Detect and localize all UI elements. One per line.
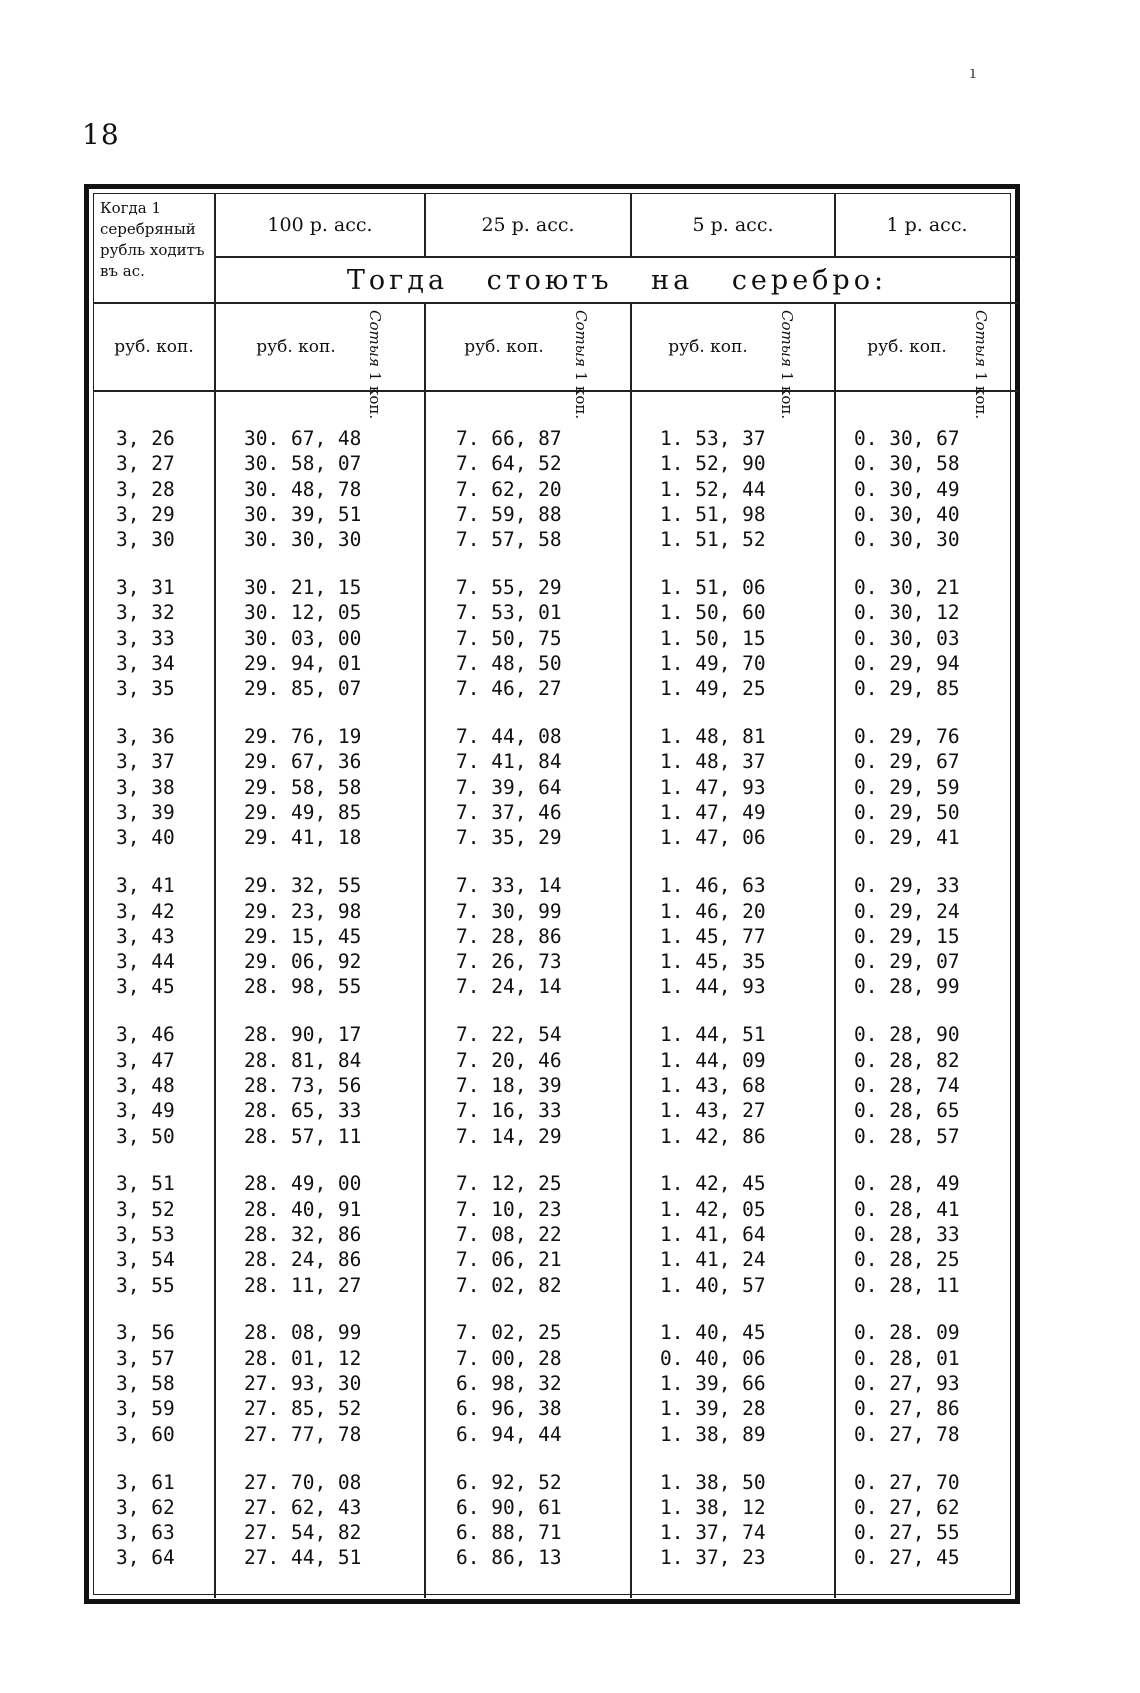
value-5-cell: 1. 41, 64 [660,1222,766,1246]
value-1-cell: 0. 29, 76 [854,725,960,749]
value-5-cell: 1. 50, 60 [660,601,766,625]
value-5-cell: 1. 43, 68 [660,1073,766,1097]
value-5-cell: 1. 52, 90 [660,452,766,476]
value-100-cell: 29. 41, 18 [244,826,362,850]
value-1-cell: 0. 28, 41 [854,1197,960,1221]
value-25-cell: 6. 90, 61 [456,1495,562,1519]
rate-cell: 3, 58 [116,1372,175,1396]
header-banner: Тогда стоютъ на серебро: [346,264,888,296]
value-25-cell: 7. 28, 86 [456,924,562,948]
row-divider [94,390,1018,392]
value-5-cell: 1. 42, 86 [660,1124,766,1148]
value-1-cell: 0. 28, 01 [854,1346,960,1370]
subheader-rub-kop: руб. коп. [668,337,748,357]
rate-cell: 3, 49 [116,1099,175,1123]
group-gap [244,552,361,575]
value-100-cell: 28. 08, 99 [244,1321,362,1345]
rate-cell: 3, 61 [116,1470,175,1494]
value-100-cell: 28. 73, 56 [244,1073,362,1097]
value-100-cell: 29. 76, 19 [244,725,362,749]
page-number: 18 [82,118,120,151]
group-gap [660,1000,766,1023]
rate-cell: 3, 26 [116,427,175,450]
group-gap [456,552,562,575]
value-25-cell: 7. 62, 20 [456,477,562,501]
rate-cell: 3, 53 [116,1222,175,1246]
group-gap [660,1298,766,1321]
rate-cell: 3, 45 [116,975,175,999]
margin-mark: ı [970,62,976,83]
value-1-cell: 0. 29, 15 [854,924,960,948]
value-25-cell: 7. 06, 21 [456,1248,562,1272]
value-5-cell: 1. 52, 44 [660,477,766,501]
group-gap [456,1000,562,1023]
rate-cell: 3, 42 [116,899,175,923]
value-100-cell: 27. 85, 52 [244,1397,362,1421]
value-1-cell: 0. 30, 58 [854,452,960,476]
value-1-cell: 0. 30, 67 [854,427,960,450]
value-5-cell: 1. 44, 93 [660,975,766,999]
value-100-cell: 28. 90, 17 [244,1023,362,1047]
value-5-cell: 1. 47, 06 [660,826,766,850]
value-25-cell: 7. 37, 46 [456,801,562,825]
value-25-cell: 7. 48, 50 [456,651,562,675]
rate-cell: 3, 27 [116,452,175,476]
value-5-cell: 1. 51, 52 [660,528,766,552]
value-5-cell: 1. 51, 06 [660,576,766,600]
value-1-cell: 0. 30, 40 [854,502,960,526]
value-100-cell: 28. 65, 33 [244,1099,362,1123]
subheader-sotye: Сотыя 1 коп. [972,310,990,420]
value-5-cell: 1. 47, 93 [660,775,766,799]
value-1-column [854,426,960,1571]
value-100-cell: 30. 30, 30 [244,528,362,552]
value-1-cell: 0. 30, 30 [854,528,960,552]
header-25-rub: 25 р. асс. [481,214,575,236]
value-100-cell: 30. 58, 07 [244,452,362,476]
value-1-cell: 0. 29, 94 [854,651,960,675]
value-100-cell: 27. 93, 30 [244,1372,362,1396]
value-100-cell: 28. 32, 86 [244,1222,362,1246]
value-1-cell: 0. 29, 41 [854,826,960,850]
subheader-rub-kop: руб. коп. [464,337,544,357]
group-gap [660,1447,766,1470]
value-5-cell: 1. 43, 27 [660,1099,766,1123]
value-25-cell: 6. 92, 52 [456,1470,562,1494]
rate-cell: 3, 36 [116,725,175,749]
value-100-cell: 27. 54, 82 [244,1521,362,1545]
rate-cell: 3, 62 [116,1495,175,1519]
value-5-cell: 1. 45, 35 [660,950,766,974]
value-100-cell: 30. 67, 48 [244,427,362,450]
header-100-rub: 100 р. асс. [267,214,373,236]
value-25-cell: 7. 24, 14 [456,975,562,999]
value-25-cell: 7. 20, 46 [456,1048,562,1072]
value-100-cell: 29. 94, 01 [244,651,362,675]
rate-cell: 3, 33 [116,626,175,650]
value-1-cell: 0. 28, 74 [854,1073,960,1097]
value-1-cell: 0. 30, 21 [854,576,960,600]
value-25-cell: 7. 30, 99 [456,899,562,923]
table-frame [84,184,1020,1604]
value-100-cell: 29. 23, 98 [244,899,362,923]
group-gap [116,1447,175,1470]
subheader-rub-kop: руб. коп. [256,337,336,357]
value-1-cell: 0. 28, 99 [854,975,960,999]
value-5-cell: 1. 38, 50 [660,1470,766,1494]
value-100-cell: 27. 77, 78 [244,1422,362,1446]
rate-cell: 3, 37 [116,750,175,774]
value-25-cell: 7. 66, 87 [456,427,562,450]
rate-cell: 3, 28 [116,477,175,501]
rate-cell: 3, 48 [116,1073,175,1097]
value-1-cell: 0. 29, 33 [854,874,960,898]
value-25-cell: 7. 55, 29 [456,576,562,600]
value-25-cell: 6. 96, 38 [456,1397,562,1421]
group-gap [116,851,175,874]
value-1-cell: 0. 28, 33 [854,1222,960,1246]
value-100-cell: 30. 03, 00 [244,626,362,650]
rate-cell: 3, 52 [116,1197,175,1221]
group-gap [660,1149,766,1172]
value-25-cell: 7. 33, 14 [456,874,562,898]
value-1-cell: 0. 29, 85 [854,677,960,701]
rate-cell: 3, 50 [116,1124,175,1148]
rate-cell: 3, 63 [116,1521,175,1545]
value-25-cell: 7. 46, 27 [456,677,562,701]
value-25-cell: 6. 94, 44 [456,1422,562,1446]
table-inner [93,193,1011,1595]
rate-cell: 3, 54 [116,1248,175,1272]
value-1-cell: 0. 29, 59 [854,775,960,799]
subheader-sotye: Сотыя 1 коп. [366,310,384,420]
value-5-cell: 1. 48, 37 [660,750,766,774]
value-5-cell: 1. 49, 70 [660,651,766,675]
value-25-cell: 7. 44, 08 [456,725,562,749]
group-gap [660,702,766,725]
value-100-column [244,426,361,1571]
rates-column [116,426,175,1571]
group-gap [244,851,361,874]
value-5-cell: 1. 44, 51 [660,1023,766,1047]
value-1-cell: 0. 27, 86 [854,1397,960,1421]
rate-cell: 3, 57 [116,1346,175,1370]
rate-cell: 3, 55 [116,1273,175,1297]
group-gap [456,1447,562,1470]
value-100-cell: 29. 49, 85 [244,801,362,825]
value-1-cell: 0. 29, 24 [854,899,960,923]
value-25-cell: 7. 35, 29 [456,826,562,850]
value-1-cell: 0. 27, 78 [854,1422,960,1446]
value-25-cell: 6. 86, 13 [456,1546,562,1570]
value-5-cell: 1. 42, 05 [660,1197,766,1221]
rate-cell: 3, 32 [116,601,175,625]
value-100-cell: 28. 49, 00 [244,1172,362,1196]
value-1-cell: 0. 28, 25 [854,1248,960,1272]
value-5-cell: 1. 49, 25 [660,677,766,701]
value-100-cell: 29. 85, 07 [244,677,362,701]
value-5-cell: 1. 45, 77 [660,924,766,948]
rate-cell: 3, 35 [116,677,175,701]
rate-cell: 3, 44 [116,950,175,974]
group-gap [116,1298,175,1321]
value-25-cell: 7. 53, 01 [456,601,562,625]
value-100-cell: 29. 15, 45 [244,924,362,948]
value-100-cell: 29. 32, 55 [244,874,362,898]
rate-cell: 3, 46 [116,1023,175,1047]
value-1-cell: 0. 30, 12 [854,601,960,625]
value-100-cell: 28. 81, 84 [244,1048,362,1072]
group-gap [244,1447,361,1470]
group-gap [456,851,562,874]
value-5-cell: 1. 37, 23 [660,1546,766,1570]
group-gap [854,552,960,575]
value-100-cell: 28. 40, 91 [244,1197,362,1221]
header-1-rub: 1 р. асс. [886,214,968,236]
value-100-cell: 30. 21, 15 [244,576,362,600]
value-100-cell: 28. 01, 12 [244,1346,362,1370]
subheader-rate-rub-kop: руб. коп. [114,337,194,357]
value-1-cell: 0. 30, 49 [854,477,960,501]
value-1-cell: 0. 28. 09 [854,1321,960,1345]
rate-cell: 3, 34 [116,651,175,675]
value-100-cell: 28. 11, 27 [244,1273,362,1297]
value-25-cell: 7. 26, 73 [456,950,562,974]
value-1-cell: 0. 27, 55 [854,1521,960,1545]
value-5-cell: 1. 40, 45 [660,1321,766,1345]
group-gap [244,1298,361,1321]
value-25-cell: 7. 14, 29 [456,1124,562,1148]
rate-cell: 3, 56 [116,1321,175,1345]
value-100-cell: 28. 98, 55 [244,975,362,999]
value-5-cell: 1. 48, 81 [660,725,766,749]
value-1-cell: 0. 28, 49 [854,1172,960,1196]
rate-cell: 3, 39 [116,801,175,825]
value-5-cell: 1. 47, 49 [660,801,766,825]
value-100-cell: 29. 58, 58 [244,775,362,799]
subheader-sotye: Сотыя 1 коп. [572,310,590,420]
value-25-cell: 7. 57, 58 [456,528,562,552]
rate-cell: 3, 31 [116,576,175,600]
rate-cell: 3, 59 [116,1397,175,1421]
group-gap [456,1298,562,1321]
group-gap [854,702,960,725]
value-5-cell: 0. 40, 06 [660,1346,766,1370]
group-gap [116,552,175,575]
value-100-cell: 27. 62, 43 [244,1495,362,1519]
value-25-cell: 7. 02, 25 [456,1321,562,1345]
group-gap [854,851,960,874]
value-25-cell: 7. 02, 82 [456,1273,562,1297]
value-100-cell: 27. 70, 08 [244,1470,362,1494]
value-1-cell: 0. 27, 45 [854,1546,960,1570]
subheader-sotye: Сотыя 1 коп. [778,310,796,420]
group-gap [660,552,766,575]
value-25-cell: 7. 08, 22 [456,1222,562,1246]
value-100-cell: 30. 48, 78 [244,477,362,501]
rate-cell: 3, 29 [116,502,175,526]
value-5-cell: 1. 53, 37 [660,427,766,450]
value-5-cell: 1. 37, 74 [660,1521,766,1545]
value-1-cell: 0. 28, 57 [854,1124,960,1148]
group-gap [244,1000,361,1023]
value-1-cell: 0. 28, 11 [854,1273,960,1297]
col-divider [214,194,216,1598]
value-100-cell: 29. 67, 36 [244,750,362,774]
group-gap [116,1000,175,1023]
value-1-cell: 0. 30, 03 [854,626,960,650]
value-5-cell: 1. 38, 89 [660,1422,766,1446]
rate-cell: 3, 43 [116,924,175,948]
rate-cell: 3, 60 [116,1422,175,1446]
group-gap [116,702,175,725]
value-25-cell: 7. 16, 33 [456,1099,562,1123]
value-5-cell: 1. 38, 12 [660,1495,766,1519]
rate-cell: 3, 51 [116,1172,175,1196]
value-25-cell: 7. 10, 23 [456,1197,562,1221]
value-5-cell: 1. 50, 15 [660,626,766,650]
value-1-cell: 0. 27, 70 [854,1470,960,1494]
value-5-cell: 1. 42, 45 [660,1172,766,1196]
value-25-cell: 6. 88, 71 [456,1521,562,1545]
group-gap [456,1149,562,1172]
value-25-cell: 7. 59, 88 [456,502,562,526]
value-1-cell: 0. 29, 67 [854,750,960,774]
group-gap [854,1149,960,1172]
group-gap [854,1000,960,1023]
value-100-cell: 28. 57, 11 [244,1124,362,1148]
value-25-cell: 6. 98, 32 [456,1372,562,1396]
rate-column-header: Когда 1 серебряный рубль ходитъ въ ас. [100,199,205,280]
value-5-cell: 1. 39, 66 [660,1372,766,1396]
value-1-cell: 0. 27, 93 [854,1372,960,1396]
group-gap [244,1149,361,1172]
rate-cell: 3, 30 [116,528,175,552]
group-gap [456,702,562,725]
value-100-cell: 30. 12, 05 [244,601,362,625]
value-5-cell: 1. 46, 63 [660,874,766,898]
value-5-cell: 1. 46, 20 [660,899,766,923]
value-25-cell: 7. 22, 54 [456,1023,562,1047]
value-25-cell: 7. 12, 25 [456,1172,562,1196]
rate-cell: 3, 41 [116,874,175,898]
value-5-column [660,426,766,1571]
value-25-cell: 7. 41, 84 [456,750,562,774]
rate-cell: 3, 40 [116,826,175,850]
value-100-cell: 28. 24, 86 [244,1248,362,1272]
group-gap [854,1298,960,1321]
value-1-cell: 0. 28, 90 [854,1023,960,1047]
value-5-cell: 1. 40, 57 [660,1273,766,1297]
value-1-cell: 0. 28, 65 [854,1099,960,1123]
value-1-cell: 0. 29, 07 [854,950,960,974]
group-gap [854,1447,960,1470]
value-5-cell: 1. 44, 09 [660,1048,766,1072]
value-1-cell: 0. 29, 50 [854,801,960,825]
rate-cell: 3, 64 [116,1546,175,1570]
header-5-rub: 5 р. асс. [692,214,774,236]
value-25-cell: 7. 18, 39 [456,1073,562,1097]
col-divider [834,302,836,1598]
value-100-cell: 27. 44, 51 [244,1546,362,1570]
value-25-column [456,426,562,1571]
value-5-cell: 1. 51, 98 [660,502,766,526]
value-5-cell: 1. 39, 28 [660,1397,766,1421]
value-100-cell: 29. 06, 92 [244,950,362,974]
value-25-cell: 7. 39, 64 [456,775,562,799]
value-25-cell: 7. 64, 52 [456,452,562,476]
col-divider [424,302,426,1598]
value-25-cell: 7. 50, 75 [456,626,562,650]
value-1-cell: 0. 27, 62 [854,1495,960,1519]
value-25-cell: 7. 00, 28 [456,1346,562,1370]
rate-cell: 3, 47 [116,1048,175,1072]
rate-cell: 3, 38 [116,775,175,799]
value-5-cell: 1. 41, 24 [660,1248,766,1272]
group-gap [660,851,766,874]
group-gap [116,1149,175,1172]
value-100-cell: 30. 39, 51 [244,502,362,526]
subheader-rub-kop: руб. коп. [867,337,947,357]
group-gap [244,702,361,725]
col-divider [630,302,632,1598]
value-1-cell: 0. 28, 82 [854,1048,960,1072]
